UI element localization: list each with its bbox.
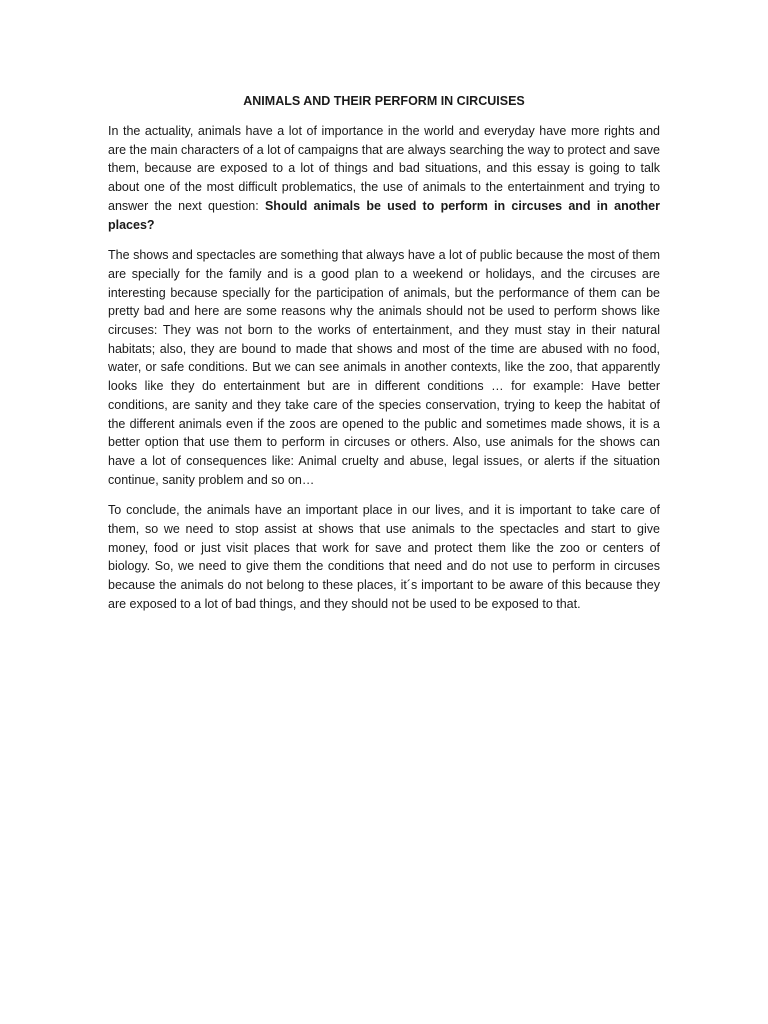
body-paragraph: The shows and spectacles are something that always have a lot of public because the most of them are specially for the family and is a good plan to a weekend or holidays, and the circuses are interesting because specially for the participation of animals, but the performance of them can be pretty bad and here are some reasons why the animals should not be used to perform shows like circuses: They was not born to the works of entertainment, and they must stay in their natural habitats; also, they are bound to made that shows and most of the time are abused with no food, water, or safe conditions. But we can see animals in another contexts, like the zoo, that apparently looks like they do entertainment but are in different conditions … for example: Have better conditions, are sanity and they take care of the species conservation, trying to keep the habitat of the different animals even if the zoos are opened to the public and sometimes made shows, it is a better option that use them to perform in circuses or others. Also, use animals for the shows can have a lot of consequences like: Animal cruelty and abuse, legal issues, or alerts if the situation continue, sanity problem and so on…	[108, 248, 660, 487]
essay-question: Should animals be used to perform in circuses and in another places?	[108, 198, 660, 232]
document-page	[108, 92, 660, 626]
intro-paragraph	[108, 122, 660, 234]
intro-paragraph-text: In the actuality, animals have a lot of importance in the world and everyday have more rights and are the main characters of a lot of campaigns that are always searching the way to protect and save them, because are exposed to a lot of things and bad situations, and this essay is going to talk about one of the most difficult problematics, the use of animals to the entertainment and trying to answer the next question:	[108, 124, 660, 213]
document-title: ANIMALS AND THEIR PERFORM IN CIRCUISES	[243, 94, 525, 108]
conclusion-paragraph: To conclude, the animals have an important place in our lives, and it is important to take care of them, so we need to stop assist at shows that use animals to the spectacles and start to give money, food or just visit places that work for save and protect them like the zoo or centers of biology. So, we need to give them the conditions that need and do not use to perform in circuses because the animals do not belong to these places, it´s important to be aware of this because they are exposed to a lot of bad things, and they should not be used to be exposed to that.	[108, 503, 660, 611]
